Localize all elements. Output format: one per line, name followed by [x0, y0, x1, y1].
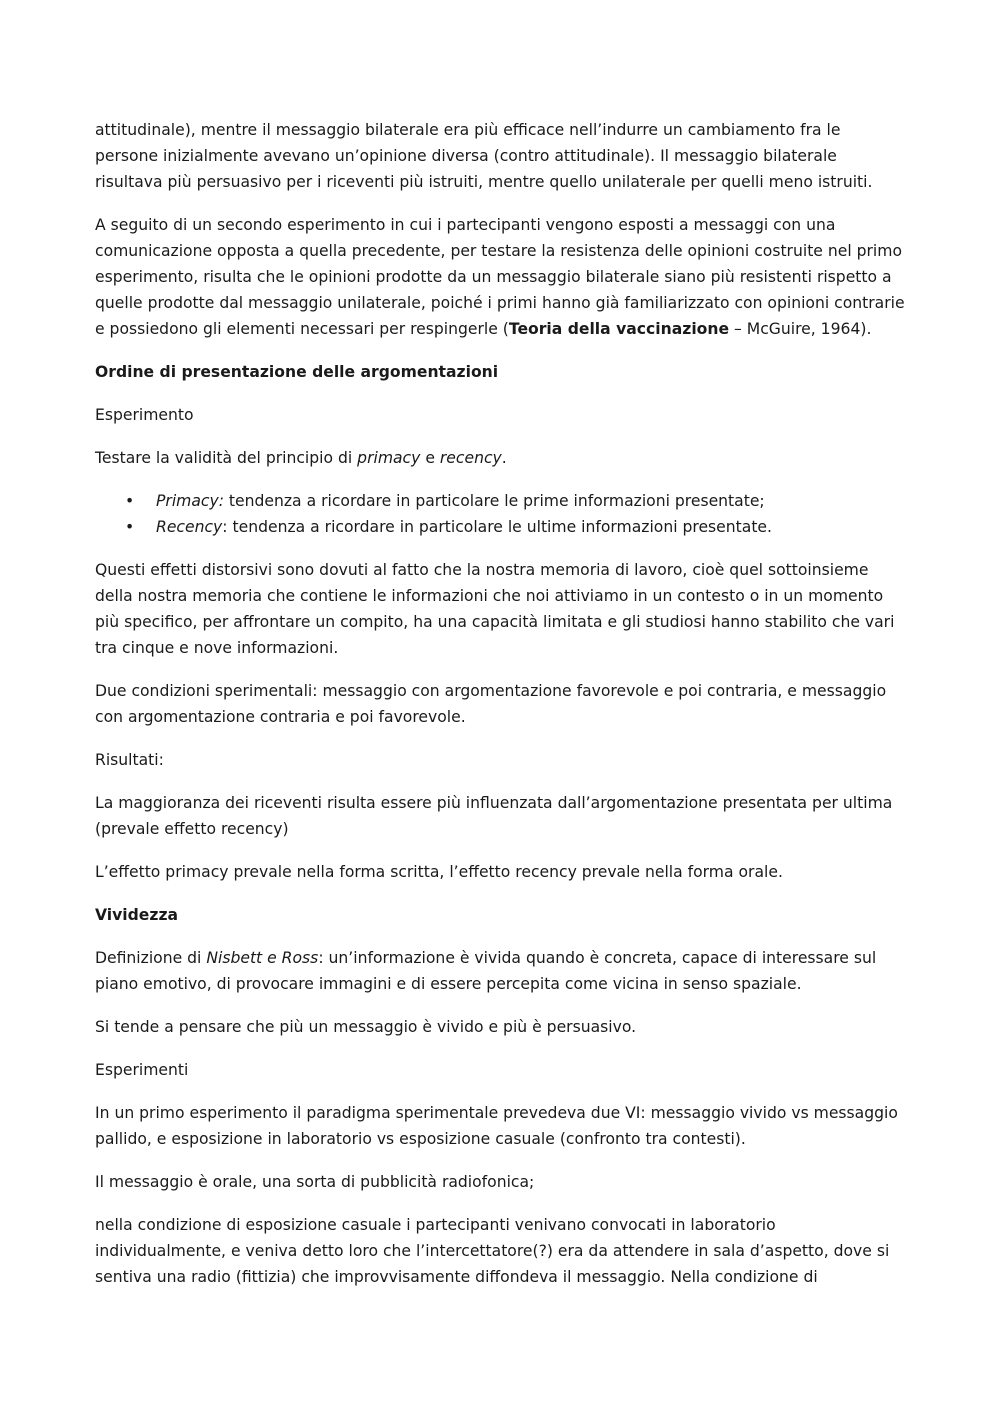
paragraph-effetto-primacy: L’effetto primacy prevale nella forma scritta, l’effetto recency prevale nella forma orale. — [95, 863, 783, 881]
paragraph-condizione-casuale: nella condizione di esposizione casuale i partecipanti venivano convocati in laboratorio individualmente, e veniva detto loro che l’intercettatore(?) era da attendere in sala d’aspetto, dove si sentiva una radio (fittizia) che improvvisamente diffondeva il messaggio. Nella condizione di — [95, 1216, 890, 1286]
paragraph-testare — [95, 445, 907, 471]
paragraph-text: . — [501, 449, 507, 467]
paragraph-text: – McGuire, 1964). — [729, 320, 872, 338]
bullet-list — [95, 488, 907, 540]
paragraph-si-tende: Si tende a pensare che più un messaggio è vivido e più è persuasivo. — [95, 1018, 637, 1036]
bold-term-teoria-vaccinazione: Teoria della vaccinazione — [508, 320, 730, 338]
paragraph-due-condizioni: Due condizioni sperimentali: messaggio con argomentazione favorevole e poi contraria, e messaggio con argomentazione contraria e poi favorevole. — [95, 682, 887, 726]
paragraph-definizione — [95, 945, 907, 997]
label-esperimento: Esperimento — [95, 406, 194, 424]
italic-term-nisbett-ross: Nisbett e Ross — [206, 949, 319, 967]
italic-term-primacy: primacy — [357, 449, 421, 467]
label-risultati: Risultati: — [95, 751, 164, 769]
bullet-icon: • — [125, 518, 135, 536]
paragraph-text: : un’informazione è vivida quando è concreta, capace di interessare sul piano emotivo, di provocare immagini e di essere percepita come vicina in senso spaziale. — [95, 949, 877, 993]
paragraph-maggioranza: La maggioranza dei riceventi risulta essere più influenzata dall’argomentazione presentata per ultima (prevale effetto recency) — [95, 794, 893, 838]
list-item-text: tendenza a ricordare in particolare le prime informazioni presentate; — [223, 492, 765, 510]
section-heading-ordine: Ordine di presentazione delle argomentazioni — [95, 363, 499, 381]
italic-term-recency: recency — [439, 449, 502, 467]
italic-term-primacy: Primacy: — [156, 492, 224, 510]
paragraph-text: Testare la validità del principio di — [95, 449, 358, 467]
document-page — [95, 117, 907, 1307]
section-heading-vividezza: Vividezza — [95, 906, 179, 924]
paragraph-secondo-esperimento — [95, 212, 907, 342]
list-item-recency — [95, 514, 907, 540]
paragraph-primo-esperimento: In un primo esperimento il paradigma sperimentale prevedeva due VI: messaggio vivido vs messaggio pallido, e esposizione in laboratorio vs esposizione casuale (confronto tra contesti). — [95, 1104, 898, 1148]
label-esperimenti: Esperimenti — [95, 1061, 189, 1079]
paragraph-text: e — [420, 449, 440, 467]
list-item-primacy — [95, 488, 907, 514]
bullet-icon: • — [125, 492, 135, 510]
paragraph-bilaterale: attitudinale), mentre il messaggio bilaterale era più efficace nell’indurre un cambiamento fra le persone inizialmente avevano un’opinione diversa (contro attitudinale). Il messaggio bilaterale risultava più persuasivo per i riceventi più istruiti, mentre quello unilaterale per quelli meno istruiti. — [95, 121, 873, 191]
list-item-text: : tendenza a ricordare in particolare le ultime informazioni presentate. — [222, 518, 772, 536]
italic-term-recency: Recency — [156, 518, 223, 536]
paragraph-questi-effetti: Questi effetti distorsivi sono dovuti al fatto che la nostra memoria di lavoro, cioè quel sottoinsieme della nostra memoria che contiene le informazioni che noi attiviamo in un contesto o in un momento più specifico, per affrontare un compito, ha una capacità limitata e gli studiosi hanno stabilito che vari tra cinque e nove informazioni. — [95, 561, 895, 657]
paragraph-text: Definizione di — [95, 949, 207, 967]
paragraph-text: A seguito di un secondo esperimento in cui i partecipanti vengono esposti a messaggi con una comunicazione opposta a quella precedente, per testare la resistenza delle opinioni costruite nel primo esperimento, risulta che le opinioni prodotte da un messaggio bilaterale siano più resistenti rispetto a quelle prodotte dal messaggio unilaterale, poiché i primi hanno già familiarizzato con opinioni contrarie e possiedono gli elementi necessari per respingerle ( — [95, 216, 905, 338]
paragraph-messaggio-orale: Il messaggio è orale, una sorta di pubblicità radiofonica; — [95, 1173, 535, 1191]
